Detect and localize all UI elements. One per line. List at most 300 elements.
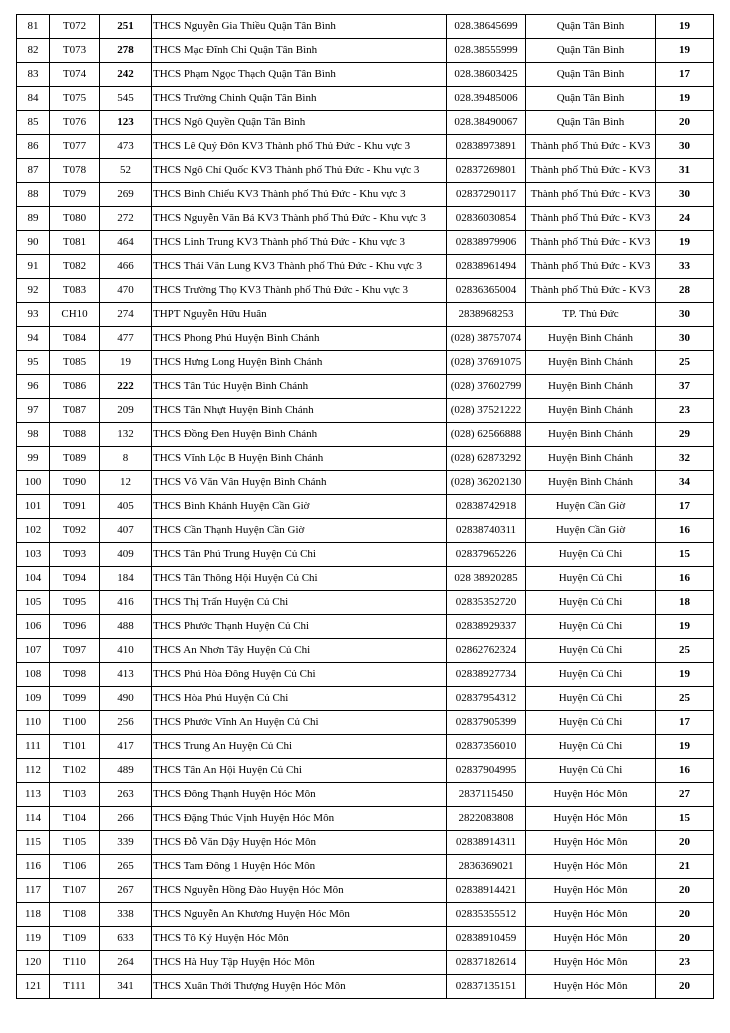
table-row xyxy=(17,711,714,735)
phone-cell: 028.38645699 xyxy=(447,15,526,39)
phone-cell: (028) 37602799 xyxy=(447,375,526,399)
phone-cell: 02837905399 xyxy=(447,711,526,735)
school-code-cell: T103 xyxy=(50,783,100,807)
total-cell: 37 xyxy=(656,375,714,399)
row-number-cell: 81 xyxy=(17,15,50,39)
total-cell: 19 xyxy=(656,663,714,687)
row-number-cell: 114 xyxy=(17,807,50,831)
school-name-cell: THCS Ngô Quyền Quận Tân Bình xyxy=(152,111,447,135)
school-code-cell: T073 xyxy=(50,39,100,63)
district-cell: Thành phố Thủ Đức - KV3 xyxy=(526,231,656,255)
phone-cell: 02838910459 xyxy=(447,927,526,951)
district-cell: Quận Tân Bình xyxy=(526,39,656,63)
row-number-cell: 86 xyxy=(17,135,50,159)
school-code-cell: T083 xyxy=(50,279,100,303)
school-code-cell: T095 xyxy=(50,591,100,615)
school-code-cell: T072 xyxy=(50,15,100,39)
phone-cell: 02838961494 xyxy=(447,255,526,279)
table-row xyxy=(17,135,714,159)
enrollment-cell: 209 xyxy=(100,399,152,423)
district-cell: Huyện Hóc Môn xyxy=(526,855,656,879)
enrollment-cell: 473 xyxy=(100,135,152,159)
phone-cell: 02835352720 xyxy=(447,591,526,615)
district-cell: Thành phố Thủ Đức - KV3 xyxy=(526,135,656,159)
phone-cell: (028) 62873292 xyxy=(447,447,526,471)
table-row xyxy=(17,807,714,831)
school-name-cell: THCS Hà Huy Tập Huyện Hóc Môn xyxy=(152,951,447,975)
school-code-cell: T105 xyxy=(50,831,100,855)
table-body xyxy=(17,15,714,999)
school-name-cell: THCS Hưng Long Huyện Bình Chánh xyxy=(152,351,447,375)
table-row xyxy=(17,591,714,615)
phone-cell: 2822083808 xyxy=(447,807,526,831)
school-code-cell: T107 xyxy=(50,879,100,903)
enrollment-cell: 222 xyxy=(100,375,152,399)
row-number-cell: 117 xyxy=(17,879,50,903)
enrollment-cell: 545 xyxy=(100,87,152,111)
district-cell: Thành phố Thủ Đức - KV3 xyxy=(526,279,656,303)
total-cell: 30 xyxy=(656,183,714,207)
school-code-cell: T086 xyxy=(50,375,100,399)
total-cell: 15 xyxy=(656,543,714,567)
enrollment-cell: 184 xyxy=(100,567,152,591)
table-row xyxy=(17,951,714,975)
school-name-cell: THCS Trung An Huyện Củ Chi xyxy=(152,735,447,759)
table-row xyxy=(17,567,714,591)
school-name-cell: THCS Hòa Phú Huyện Củ Chi xyxy=(152,687,447,711)
phone-cell: (028) 37521222 xyxy=(447,399,526,423)
school-name-cell: THCS Nguyễn Văn Bá KV3 Thành phố Thủ Đức - Khu vực 3 xyxy=(152,207,447,231)
school-code-cell: T101 xyxy=(50,735,100,759)
phone-cell: 028.38490067 xyxy=(447,111,526,135)
phone-cell: 02838973891 xyxy=(447,135,526,159)
enrollment-cell: 407 xyxy=(100,519,152,543)
school-name-cell: THCS Đông Thạnh Huyện Hóc Môn xyxy=(152,783,447,807)
district-cell: Thành phố Thủ Đức - KV3 xyxy=(526,159,656,183)
district-cell: Quận Tân Bình xyxy=(526,87,656,111)
enrollment-cell: 265 xyxy=(100,855,152,879)
table-row xyxy=(17,159,714,183)
total-cell: 17 xyxy=(656,495,714,519)
district-cell: Huyện Bình Chánh xyxy=(526,423,656,447)
district-cell: Thành phố Thủ Đức - KV3 xyxy=(526,255,656,279)
table-row xyxy=(17,735,714,759)
phone-cell: (028) 37691075 xyxy=(447,351,526,375)
row-number-cell: 87 xyxy=(17,159,50,183)
table-row xyxy=(17,615,714,639)
school-code-cell: T087 xyxy=(50,399,100,423)
district-cell: Huyện Hóc Môn xyxy=(526,831,656,855)
total-cell: 19 xyxy=(656,39,714,63)
school-name-cell: THCS Phước Thạnh Huyện Củ Chi xyxy=(152,615,447,639)
school-code-cell: T091 xyxy=(50,495,100,519)
row-number-cell: 103 xyxy=(17,543,50,567)
table-row xyxy=(17,351,714,375)
table-row xyxy=(17,663,714,687)
school-name-cell: THCS Tân An Hội Huyện Củ Chi xyxy=(152,759,447,783)
school-name-cell: THCS Phú Hòa Đông Huyện Củ Chi xyxy=(152,663,447,687)
enrollment-cell: 633 xyxy=(100,927,152,951)
total-cell: 21 xyxy=(656,855,714,879)
total-cell: 20 xyxy=(656,879,714,903)
phone-cell: 02838914421 xyxy=(447,879,526,903)
enrollment-cell: 132 xyxy=(100,423,152,447)
total-cell: 28 xyxy=(656,279,714,303)
district-cell: Huyện Hóc Môn xyxy=(526,951,656,975)
district-cell: Huyện Củ Chi xyxy=(526,543,656,567)
row-number-cell: 83 xyxy=(17,63,50,87)
total-cell: 34 xyxy=(656,471,714,495)
total-cell: 20 xyxy=(656,975,714,999)
district-cell: TP. Thủ Đức xyxy=(526,303,656,327)
school-code-cell: T089 xyxy=(50,447,100,471)
school-name-cell: THCS Thị Trấn Huyện Củ Chi xyxy=(152,591,447,615)
school-name-cell: THCS Lê Quý Đôn KV3 Thành phố Thủ Đức - Khu vực 3 xyxy=(152,135,447,159)
enrollment-cell: 256 xyxy=(100,711,152,735)
phone-cell: 02838927734 xyxy=(447,663,526,687)
enrollment-cell: 272 xyxy=(100,207,152,231)
school-name-cell: THCS Tân Thông Hội Huyện Củ Chi xyxy=(152,567,447,591)
row-number-cell: 102 xyxy=(17,519,50,543)
row-number-cell: 97 xyxy=(17,399,50,423)
table-row xyxy=(17,15,714,39)
table-row xyxy=(17,375,714,399)
enrollment-cell: 123 xyxy=(100,111,152,135)
enrollment-cell: 263 xyxy=(100,783,152,807)
school-code-cell: T075 xyxy=(50,87,100,111)
enrollment-cell: 264 xyxy=(100,951,152,975)
school-code-cell: CH10 xyxy=(50,303,100,327)
district-cell: Huyện Củ Chi xyxy=(526,735,656,759)
phone-cell: 02837290117 xyxy=(447,183,526,207)
school-code-cell: T084 xyxy=(50,327,100,351)
enrollment-cell: 338 xyxy=(100,903,152,927)
table-row xyxy=(17,879,714,903)
total-cell: 16 xyxy=(656,759,714,783)
table-row xyxy=(17,231,714,255)
phone-cell: 02835355512 xyxy=(447,903,526,927)
school-code-cell: T079 xyxy=(50,183,100,207)
district-cell: Thành phố Thủ Đức - KV3 xyxy=(526,183,656,207)
table-row xyxy=(17,927,714,951)
school-code-cell: T081 xyxy=(50,231,100,255)
school-code-cell: T109 xyxy=(50,927,100,951)
row-number-cell: 100 xyxy=(17,471,50,495)
phone-cell: 028.39485006 xyxy=(447,87,526,111)
school-name-cell: THCS Phước Vĩnh An Huyện Củ Chi xyxy=(152,711,447,735)
table-row xyxy=(17,279,714,303)
total-cell: 31 xyxy=(656,159,714,183)
enrollment-cell: 466 xyxy=(100,255,152,279)
enrollment-cell: 416 xyxy=(100,591,152,615)
total-cell: 25 xyxy=(656,639,714,663)
phone-cell: 02837965226 xyxy=(447,543,526,567)
table-row xyxy=(17,111,714,135)
phone-cell: 02836365004 xyxy=(447,279,526,303)
table-row xyxy=(17,207,714,231)
table-row xyxy=(17,639,714,663)
table-row xyxy=(17,303,714,327)
total-cell: 19 xyxy=(656,735,714,759)
school-code-cell: T104 xyxy=(50,807,100,831)
row-number-cell: 101 xyxy=(17,495,50,519)
school-name-cell: THCS Võ Văn Vân Huyện Bình Chánh xyxy=(152,471,447,495)
row-number-cell: 112 xyxy=(17,759,50,783)
row-number-cell: 121 xyxy=(17,975,50,999)
school-name-cell: THCS Mạc Đĩnh Chi Quận Tân Bình xyxy=(152,39,447,63)
total-cell: 20 xyxy=(656,111,714,135)
row-number-cell: 108 xyxy=(17,663,50,687)
district-cell: Quận Tân Bình xyxy=(526,63,656,87)
school-name-cell: THCS Bình Chiểu KV3 Thành phố Thủ Đức - Khu vực 3 xyxy=(152,183,447,207)
row-number-cell: 96 xyxy=(17,375,50,399)
enrollment-cell: 251 xyxy=(100,15,152,39)
enrollment-cell: 266 xyxy=(100,807,152,831)
row-number-cell: 88 xyxy=(17,183,50,207)
table-row xyxy=(17,471,714,495)
district-cell: Huyện Củ Chi xyxy=(526,591,656,615)
total-cell: 33 xyxy=(656,255,714,279)
enrollment-cell: 409 xyxy=(100,543,152,567)
school-name-cell: THCS Đặng Thúc Vịnh Huyện Hóc Môn xyxy=(152,807,447,831)
enrollment-cell: 490 xyxy=(100,687,152,711)
enrollment-cell: 413 xyxy=(100,663,152,687)
school-name-cell: THCS Thái Văn Lung KV3 Thành phố Thủ Đức - Khu vực 3 xyxy=(152,255,447,279)
school-code-cell: T078 xyxy=(50,159,100,183)
enrollment-cell: 274 xyxy=(100,303,152,327)
row-number-cell: 120 xyxy=(17,951,50,975)
total-cell: 23 xyxy=(656,399,714,423)
school-name-cell: THCS Phong Phú Huyện Bình Chánh xyxy=(152,327,447,351)
school-name-cell: THCS Tô Ký Huyện Hóc Môn xyxy=(152,927,447,951)
district-cell: Huyện Hóc Môn xyxy=(526,807,656,831)
table-row xyxy=(17,519,714,543)
phone-cell: (028) 38757074 xyxy=(447,327,526,351)
row-number-cell: 115 xyxy=(17,831,50,855)
phone-cell: 02837182614 xyxy=(447,951,526,975)
district-cell: Huyện Củ Chi xyxy=(526,639,656,663)
school-code-cell: T077 xyxy=(50,135,100,159)
school-code-cell: T111 xyxy=(50,975,100,999)
enrollment-cell: 341 xyxy=(100,975,152,999)
phone-cell: 02837904995 xyxy=(447,759,526,783)
total-cell: 20 xyxy=(656,903,714,927)
row-number-cell: 92 xyxy=(17,279,50,303)
phone-cell: 02862762324 xyxy=(447,639,526,663)
table-row xyxy=(17,423,714,447)
row-number-cell: 85 xyxy=(17,111,50,135)
district-cell: Huyện Cần Giờ xyxy=(526,495,656,519)
row-number-cell: 109 xyxy=(17,687,50,711)
table-row xyxy=(17,903,714,927)
school-code-cell: T093 xyxy=(50,543,100,567)
total-cell: 30 xyxy=(656,135,714,159)
table-row xyxy=(17,447,714,471)
row-number-cell: 118 xyxy=(17,903,50,927)
district-cell: Huyện Củ Chi xyxy=(526,567,656,591)
district-cell: Huyện Bình Chánh xyxy=(526,471,656,495)
phone-cell: 028.38603425 xyxy=(447,63,526,87)
phone-cell: 2837115450 xyxy=(447,783,526,807)
phone-cell: 02837356010 xyxy=(447,735,526,759)
district-cell: Quận Tân Bình xyxy=(526,15,656,39)
enrollment-cell: 278 xyxy=(100,39,152,63)
school-code-cell: T080 xyxy=(50,207,100,231)
phone-cell: (028) 62566888 xyxy=(447,423,526,447)
school-name-cell: THPT Nguyễn Hữu Huân xyxy=(152,303,447,327)
district-cell: Huyện Bình Chánh xyxy=(526,327,656,351)
district-cell: Huyện Củ Chi xyxy=(526,687,656,711)
school-name-cell: THCS Đỗ Văn Dậy Huyện Hóc Môn xyxy=(152,831,447,855)
school-name-cell: THCS Cần Thạnh Huyện Cần Giờ xyxy=(152,519,447,543)
row-number-cell: 99 xyxy=(17,447,50,471)
enrollment-cell: 417 xyxy=(100,735,152,759)
school-code-cell: T106 xyxy=(50,855,100,879)
school-name-cell: THCS Nguyễn An Khương Huyện Hóc Môn xyxy=(152,903,447,927)
total-cell: 30 xyxy=(656,327,714,351)
table-row xyxy=(17,87,714,111)
phone-cell: 028 38920285 xyxy=(447,567,526,591)
school-name-cell: THCS Tam Đông 1 Huyện Hóc Môn xyxy=(152,855,447,879)
table-row xyxy=(17,39,714,63)
school-name-cell: THCS Xuân Thới Thượng Huyện Hóc Môn xyxy=(152,975,447,999)
school-code-cell: T090 xyxy=(50,471,100,495)
school-code-cell: T110 xyxy=(50,951,100,975)
district-cell: Huyện Hóc Môn xyxy=(526,879,656,903)
district-cell: Huyện Hóc Môn xyxy=(526,903,656,927)
district-cell: Huyện Hóc Môn xyxy=(526,927,656,951)
district-cell: Huyện Hóc Môn xyxy=(526,975,656,999)
table-row xyxy=(17,783,714,807)
phone-cell: 2838968253 xyxy=(447,303,526,327)
school-code-cell: T108 xyxy=(50,903,100,927)
district-cell: Huyện Củ Chi xyxy=(526,615,656,639)
enrollment-cell: 488 xyxy=(100,615,152,639)
total-cell: 19 xyxy=(656,87,714,111)
district-cell: Huyện Bình Chánh xyxy=(526,375,656,399)
phone-cell: 02838979906 xyxy=(447,231,526,255)
district-cell: Huyện Hóc Môn xyxy=(526,783,656,807)
district-cell: Huyện Bình Chánh xyxy=(526,399,656,423)
enrollment-cell: 339 xyxy=(100,831,152,855)
school-name-cell: THCS Vĩnh Lộc B Huyện Bình Chánh xyxy=(152,447,447,471)
row-number-cell: 107 xyxy=(17,639,50,663)
school-table xyxy=(16,14,714,999)
school-code-cell: T074 xyxy=(50,63,100,87)
school-name-cell: THCS Phạm Ngọc Thạch Quận Tân Bình xyxy=(152,63,447,87)
enrollment-cell: 405 xyxy=(100,495,152,519)
enrollment-cell: 267 xyxy=(100,879,152,903)
table-row xyxy=(17,831,714,855)
enrollment-cell: 410 xyxy=(100,639,152,663)
school-code-cell: T098 xyxy=(50,663,100,687)
phone-cell: 02838740311 xyxy=(447,519,526,543)
table-row xyxy=(17,255,714,279)
school-name-cell: THCS Nguyễn Gia Thiều Quận Tân Bình xyxy=(152,15,447,39)
total-cell: 16 xyxy=(656,519,714,543)
school-name-cell: THCS An Nhơn Tây Huyện Củ Chi xyxy=(152,639,447,663)
row-number-cell: 91 xyxy=(17,255,50,279)
district-cell: Huyện Bình Chánh xyxy=(526,351,656,375)
phone-cell: 2836369021 xyxy=(447,855,526,879)
school-code-cell: T092 xyxy=(50,519,100,543)
row-number-cell: 93 xyxy=(17,303,50,327)
enrollment-cell: 489 xyxy=(100,759,152,783)
table-row xyxy=(17,687,714,711)
enrollment-cell: 12 xyxy=(100,471,152,495)
school-code-cell: T076 xyxy=(50,111,100,135)
phone-cell: 02838914311 xyxy=(447,831,526,855)
enrollment-cell: 52 xyxy=(100,159,152,183)
row-number-cell: 116 xyxy=(17,855,50,879)
total-cell: 17 xyxy=(656,711,714,735)
school-code-cell: T097 xyxy=(50,639,100,663)
total-cell: 32 xyxy=(656,447,714,471)
district-cell: Huyện Củ Chi xyxy=(526,711,656,735)
district-cell: Huyện Bình Chánh xyxy=(526,447,656,471)
total-cell: 25 xyxy=(656,351,714,375)
total-cell: 23 xyxy=(656,951,714,975)
row-number-cell: 89 xyxy=(17,207,50,231)
table-row xyxy=(17,975,714,999)
row-number-cell: 110 xyxy=(17,711,50,735)
phone-cell: (028) 36202130 xyxy=(447,471,526,495)
school-name-cell: THCS Ngô Chí Quốc KV3 Thành phố Thủ Đức - Khu vực 3 xyxy=(152,159,447,183)
table-row xyxy=(17,855,714,879)
enrollment-cell: 470 xyxy=(100,279,152,303)
school-code-cell: T102 xyxy=(50,759,100,783)
table-row xyxy=(17,183,714,207)
total-cell: 20 xyxy=(656,927,714,951)
total-cell: 29 xyxy=(656,423,714,447)
row-number-cell: 113 xyxy=(17,783,50,807)
enrollment-cell: 19 xyxy=(100,351,152,375)
total-cell: 30 xyxy=(656,303,714,327)
total-cell: 25 xyxy=(656,687,714,711)
enrollment-cell: 464 xyxy=(100,231,152,255)
row-number-cell: 94 xyxy=(17,327,50,351)
total-cell: 19 xyxy=(656,231,714,255)
row-number-cell: 119 xyxy=(17,927,50,951)
total-cell: 24 xyxy=(656,207,714,231)
table-row xyxy=(17,543,714,567)
enrollment-cell: 242 xyxy=(100,63,152,87)
school-code-cell: T100 xyxy=(50,711,100,735)
total-cell: 20 xyxy=(656,831,714,855)
phone-cell: 02836030854 xyxy=(447,207,526,231)
table-row xyxy=(17,759,714,783)
table-row xyxy=(17,63,714,87)
district-cell: Quận Tân Bình xyxy=(526,111,656,135)
row-number-cell: 82 xyxy=(17,39,50,63)
school-code-cell: T096 xyxy=(50,615,100,639)
school-code-cell: T094 xyxy=(50,567,100,591)
row-number-cell: 111 xyxy=(17,735,50,759)
total-cell: 27 xyxy=(656,783,714,807)
school-name-cell: THCS Linh Trung KV3 Thành phố Thủ Đức - Khu vực 3 xyxy=(152,231,447,255)
school-name-cell: THCS Bình Khánh Huyện Cần Giờ xyxy=(152,495,447,519)
school-name-cell: THCS Đồng Đen Huyện Bình Chánh xyxy=(152,423,447,447)
school-name-cell: THCS Tân Phú Trung Huyện Củ Chi xyxy=(152,543,447,567)
school-code-cell: T085 xyxy=(50,351,100,375)
enrollment-cell: 477 xyxy=(100,327,152,351)
district-cell: Thành phố Thủ Đức - KV3 xyxy=(526,207,656,231)
total-cell: 19 xyxy=(656,15,714,39)
school-name-cell: THCS Nguyễn Hồng Đào Huyện Hóc Môn xyxy=(152,879,447,903)
row-number-cell: 84 xyxy=(17,87,50,111)
phone-cell: 02837269801 xyxy=(447,159,526,183)
phone-cell: 02838742918 xyxy=(447,495,526,519)
